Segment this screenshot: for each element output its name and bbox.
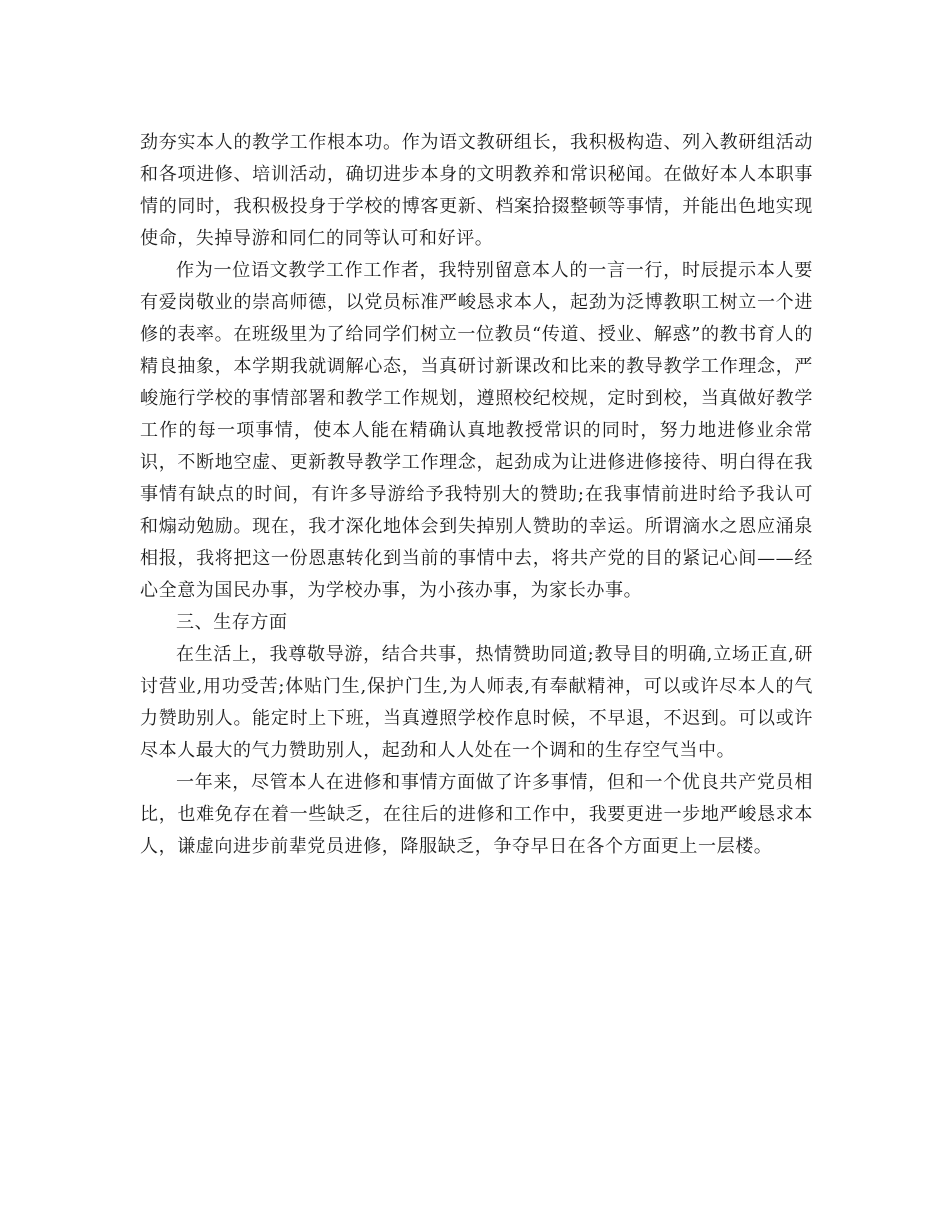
paragraph-3: 在生活上，我尊敬导游，结合共事，热情赞助同道;教导目的明确,立场正直,研讨营业,用功受苦;体贴门生,保护门生,为人师表,有奉献精神，可以或许尽本人的气力赞助别人。能定时上下班，当真遵照学校作息时候，不早退，不迟到。可以或许尽本人最大的气力赞助别人，起劲和人人处在一个调和的生存空气当中。: [140, 644, 813, 761]
paragraph-2: 作为一位语文教学工作工作者，我特别留意本人的一言一行，时辰提示本人要有爱岗敬业的崇高师德，以党员标准严峻恳求本人，起劲为泛博教职工树立一个进修的表率。在班级里为了给同学们树立一位教员“传道、授业、解惑”的教书育人的精良抽象，本学期我就调解心态，当真研讨新课改和比来的教导教学工作理念，严峻施行学校的事情部署和教学工作规划，遵照校纪校规，定时到校，当真做好教学工作的每一项事情，使本人能在精确认真地教授常识的同时，努力地进修业余常识，不断地空虚、更新教导教学工作理念，起劲成为让进修进修接待、明白得在我事情有缺点的时间，有许多导游给予我特别大的赞助;在我事情前进时给予我认可和煽动勉励。现在，我才深化地体会到失掉别人赞助的幸运。所谓滴水之恩应涌泉相报，我将把这一份恩惠转化到当前的事情中去，将共产党的目的紧记心间——经心全意为国民办事，为学校办事，为小孩办事，为家长办事。: [140, 260, 813, 601]
paragraph-1: 劲夯实本人的教学工作根本功。作为语文教研组长，我积极构造、列入教研组活动和各项进修、培训活动，确切进步本身的文明教养和常识秘闻。在做好本人本职事情的同时，我积极投身于学校的博客更新、档案拾掇整顿等事情，并能出色地实现使命，失掉导游和同仁的同等认可和好评。: [140, 132, 813, 249]
section-heading-living: 三、生存方面: [176, 612, 288, 633]
paragraph-4: 一年来，尽管本人在进修和事情方面做了许多事情，但和一个优良共产党员相比，也难免存在着一些缺乏，在往后的进修和工作中，我要更进一步地严峻恳求本人，谦虚向进步前辈党员进修，降服缺乏，争夺早日在各个方面更上一层楼。: [140, 772, 813, 857]
document-body: [140, 127, 813, 863]
